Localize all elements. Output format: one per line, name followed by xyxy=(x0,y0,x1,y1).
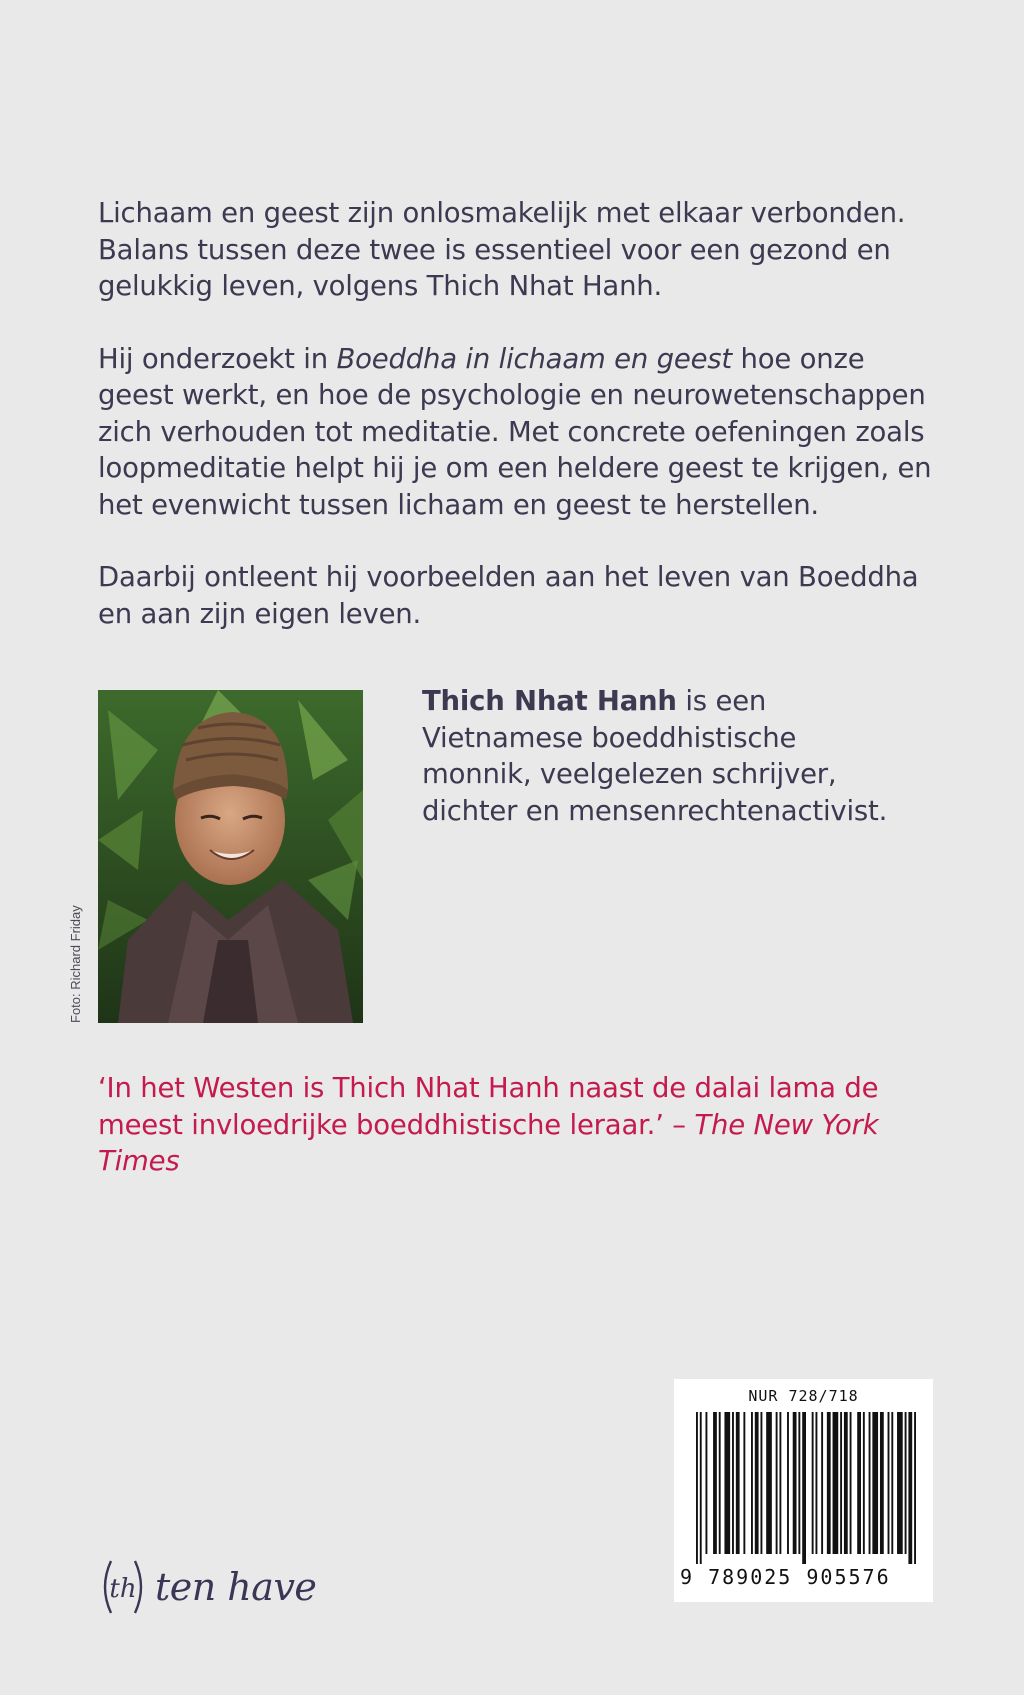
barcode-label xyxy=(674,1379,933,1602)
blurb xyxy=(98,195,948,668)
blurb-paragraph-1: Lichaam en geest zijn onlosmakelijk met elkaar verbonden. Balans tussen deze twee is essentieel voor een gezond en gelukkig leven, volgens Thich Nhat Hanh. xyxy=(98,197,906,302)
barcode-bar xyxy=(751,1412,753,1554)
barcode-bar xyxy=(869,1412,871,1554)
barcode-bar xyxy=(760,1412,762,1554)
blurb-p2-before: Hij onderzoekt in xyxy=(98,342,337,375)
author-photo xyxy=(98,690,363,1023)
barcode-bar xyxy=(888,1412,890,1554)
barcode-bar xyxy=(736,1412,740,1554)
barcode-bar xyxy=(880,1412,884,1554)
barcode-bar xyxy=(776,1412,778,1554)
barcode-bar xyxy=(863,1412,865,1554)
barcode-bar xyxy=(732,1412,734,1554)
quote-text: ‘In het Westen is Thich Nhat Hanh naast de dalai lama de meest invloedrijke boeddhistische leraar.’ – xyxy=(98,1072,879,1141)
barcode-bar xyxy=(793,1412,797,1554)
barcode-bar xyxy=(850,1412,852,1554)
barcode-bar xyxy=(787,1412,789,1554)
barcode-bar xyxy=(743,1412,745,1554)
publisher-mark-icon xyxy=(97,1555,149,1619)
quote-source: The New York Times xyxy=(98,1108,879,1177)
barcode-bar xyxy=(840,1412,842,1554)
barcode-bars xyxy=(696,1412,916,1564)
publisher-name: ten have xyxy=(155,1565,317,1609)
barcode-bar xyxy=(724,1412,730,1554)
author-name: Thich Nhat Hanh xyxy=(422,685,677,717)
barcode-bar xyxy=(844,1412,848,1554)
press-quote xyxy=(98,1070,958,1180)
barcode-bar xyxy=(914,1412,916,1564)
barcode-bar xyxy=(766,1412,772,1554)
barcode-bar xyxy=(897,1412,903,1554)
barcode-bar xyxy=(827,1412,831,1554)
isbn-number: 9 789025 905576 xyxy=(680,1565,891,1589)
barcode-bar xyxy=(821,1412,823,1554)
barcode-bar xyxy=(905,1412,907,1554)
barcode-bar xyxy=(696,1412,698,1564)
barcode-bar xyxy=(857,1412,861,1554)
barcode-bar xyxy=(908,1412,912,1564)
author-bio xyxy=(422,683,902,829)
book-title: Boeddha in lichaam en geest xyxy=(336,342,732,375)
barcode-bar xyxy=(891,1412,893,1554)
photo-credit: Foto: Richard Friday xyxy=(68,905,83,1023)
barcode-bar xyxy=(755,1412,759,1554)
barcode-bar xyxy=(815,1412,817,1554)
barcode-bar xyxy=(802,1412,806,1564)
author-portrait-illustration xyxy=(98,690,363,1023)
barcode-bar xyxy=(705,1412,707,1554)
barcode-bar xyxy=(872,1412,878,1554)
nur-code: NUR 728/718 xyxy=(748,1387,859,1405)
barcode-bar xyxy=(798,1412,800,1554)
publisher-logo xyxy=(97,1555,316,1619)
blurb-paragraph-3: Daarbij ontleent hij voorbeelden aan het leven van Boeddha en aan zijn eigen leven. xyxy=(98,561,919,630)
barcode-bar xyxy=(779,1412,781,1554)
publisher-mark-text: th xyxy=(109,1574,137,1604)
barcode-bar xyxy=(719,1412,721,1554)
barcode-bar xyxy=(713,1412,717,1554)
author-bio-text: is een Vietnamese boeddhistische monnik, veelgelezen schrijver, dichter en mensenrechtenactivist. xyxy=(422,685,888,827)
barcode-bar xyxy=(833,1412,839,1554)
barcode-bar xyxy=(812,1412,814,1554)
barcode-bar xyxy=(700,1412,702,1564)
blurb-paragraph-2 xyxy=(98,341,948,524)
blurb-p2-after: hoe onze geest werkt, en hoe de psychologie en neurowetenschappen zich verhouden tot meditatie. Met concrete oefeningen zoals loopmeditatie helpt hij je om een heldere geest te krijgen, en het evenwicht tussen lichaam en geest te herstellen. xyxy=(98,342,932,521)
